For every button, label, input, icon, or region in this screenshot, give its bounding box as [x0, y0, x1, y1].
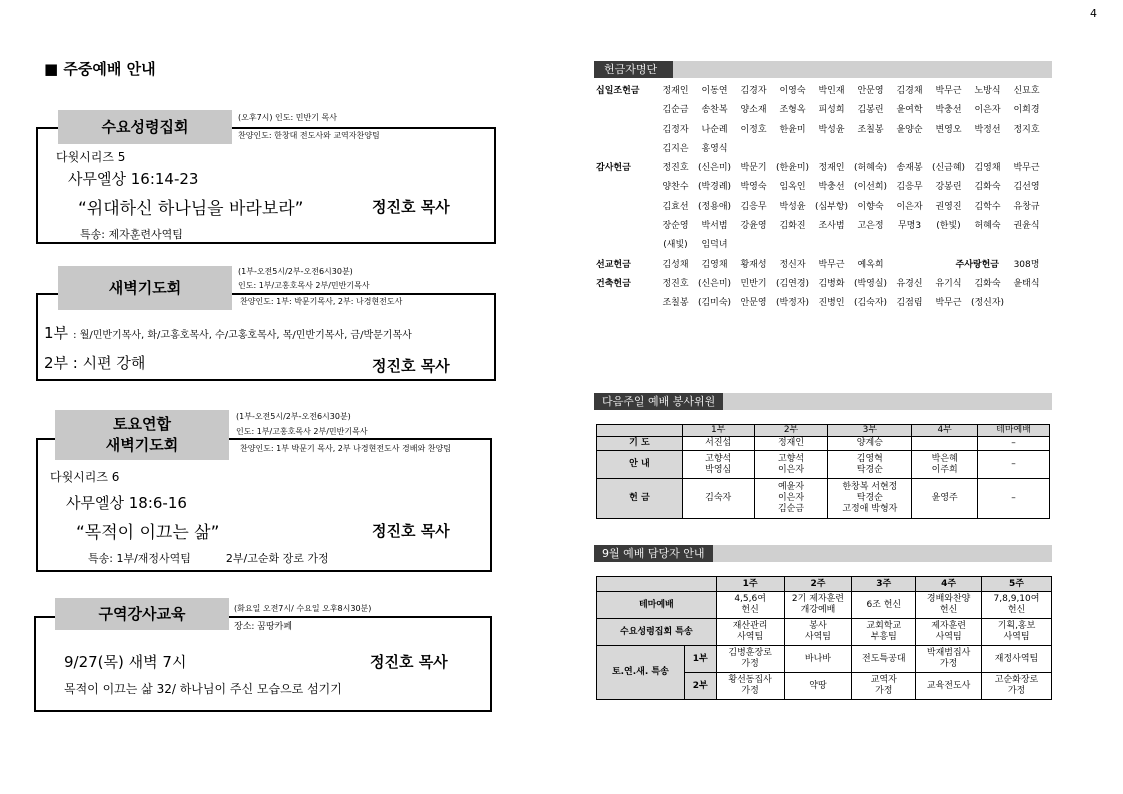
donor-name: 예옥희 [857, 259, 884, 270]
donor-name: 진병인 [818, 298, 845, 309]
donor-name: 노방식 [974, 86, 1001, 96]
wednesday-title: 수요성령집회 [58, 110, 232, 144]
table-cell: 경배와찬양 헌신 [916, 592, 982, 619]
next-week-header [594, 393, 1052, 410]
wednesday-praise-leader: 찬양인도: 한창대 전도사와 교역자찬양팀 [238, 131, 380, 140]
next-week-title: 다음주일 예배 봉사위원 [594, 393, 723, 410]
donor-name: 장순영 [662, 221, 689, 232]
table-cell: 박재범집사 가정 [916, 646, 982, 673]
donor-name: (김연경) [775, 278, 810, 289]
donor-name: 권영진 [935, 201, 962, 212]
row-label: 수요성령집회 특송 [597, 619, 717, 646]
saturday-series: 다윗시리즈 6 [50, 470, 120, 484]
donor-name: 박충선 [935, 105, 962, 116]
donor-name: 유기식 [935, 278, 962, 289]
donor-name: 박성윤 [818, 124, 845, 135]
donor-name: 박서범 [701, 221, 728, 232]
donor-name: (신은미) [697, 163, 732, 174]
donor-name: 홍영식 [701, 143, 728, 154]
row-label: 토.연.새. 특송 [597, 646, 685, 700]
donor-row [596, 275, 1046, 294]
donor-category [596, 178, 656, 197]
table-cell: 7,8,9,10여 헌신 [982, 592, 1052, 619]
donor-name: 무명3 [897, 221, 922, 232]
donor-name: 송재봉 [896, 163, 923, 174]
table-cell: – [978, 437, 1050, 451]
donor-name: 윤태식 [1013, 278, 1040, 289]
district-date: 9/27(목) 새벽 7시 [64, 653, 187, 671]
saturday-special: 특송: 1부/재정사역팀 2부/고순화 장로 가정 [88, 552, 329, 565]
page-number: 4 [1090, 7, 1097, 20]
donor-name: 김영채 [701, 259, 728, 270]
donor-name: 정진호 [662, 278, 689, 289]
wednesday-special: 특송: 제자훈련사역팀 [80, 228, 183, 241]
table-cell: 제자훈련 사역팀 [916, 619, 982, 646]
donor-name: (김미숙) [697, 298, 732, 309]
row-label: 헌 금 [597, 479, 683, 519]
column-header: 1부 [682, 425, 754, 437]
donor-name: 김영채 [974, 163, 1001, 174]
column-header: 2주 [784, 577, 852, 592]
district-place: 장소: 꿈땅카페 [234, 622, 293, 632]
table-cell: 전도특공대 [852, 646, 916, 673]
donor-category [596, 121, 656, 140]
donor-category: 십일조헌금 [596, 86, 640, 96]
table-cell: 바나바 [784, 646, 852, 673]
saturday-sermon-title: “목적이 이끄는 삶” [76, 523, 220, 543]
donor-name: 임덕녀 [701, 240, 728, 251]
donor-name: 조형옥 [779, 105, 806, 116]
column-header: 3부 [828, 425, 912, 437]
dawn-part2: 2부 : 시편 강해 [44, 354, 146, 372]
column-header: 4부 [912, 425, 978, 437]
wednesday-series: 다윗시리즈 5 [56, 150, 126, 164]
donor-row [596, 140, 1046, 159]
donor-name: 임옥인 [779, 182, 806, 193]
dawn-title: 새벽기도회 [58, 266, 232, 310]
donor-name: 황재성 [740, 259, 767, 270]
column-header: 테마예배 [978, 425, 1050, 437]
table-cell: 고향석 박영심 [682, 451, 754, 479]
donor-name: (심부항) [814, 201, 849, 212]
donor-category [596, 236, 656, 255]
table-cell: 양계승 [828, 437, 912, 451]
donor-name: 이희경 [1013, 105, 1040, 116]
donor-name: (박경례) [697, 182, 732, 193]
donor-name: 한윤미 [779, 124, 806, 135]
row-label: 테마예배 [597, 592, 717, 619]
district-pastor: 정진호 목사 [370, 653, 448, 671]
table-cell: 4,5,6여 헌신 [716, 592, 784, 619]
donor-name: (신금혜) [931, 163, 966, 174]
row-label: 기 도 [597, 437, 683, 451]
table-cell: 봉사 사역팀 [784, 619, 852, 646]
donor-name: 조사범 [818, 221, 845, 232]
table-cell: 정재인 [754, 437, 828, 451]
donor-name: 이영숙 [779, 86, 806, 96]
donor-category [596, 217, 656, 236]
donor-name: 박인재 [818, 86, 845, 96]
saturday-pastor: 정진호 목사 [372, 522, 450, 540]
donor-name: 박영숙 [740, 182, 767, 193]
column-header: 4주 [916, 577, 982, 592]
donor-name: 김경자 [740, 86, 767, 96]
donor-section-title: 헌금자명단 [594, 61, 673, 78]
donor-name: 김순금 [662, 105, 689, 116]
donor-name: 박문기 [740, 163, 767, 174]
donor-name: 이정호 [740, 124, 767, 135]
donor-extra-label: 주사랑헌금 [955, 259, 999, 270]
column-header [597, 425, 683, 437]
donor-name: 유경신 [896, 278, 923, 289]
donor-name: 박무근 [935, 86, 962, 96]
donor-name: 이은자 [896, 201, 923, 212]
donor-name: 조칠봉 [857, 124, 884, 135]
donor-name: 김학수 [974, 201, 1001, 212]
donor-name: 김응무 [740, 201, 767, 212]
donor-name: (새빛) [663, 240, 688, 251]
donor-name: 정재인 [662, 86, 689, 96]
donor-name: 안문영 [857, 86, 884, 96]
donor-row [596, 198, 1046, 217]
donor-category: 건축헌금 [596, 278, 631, 289]
donor-name: 김봉린 [857, 105, 884, 116]
donor-name: 김경채 [896, 86, 923, 96]
district-time: (화요일 오전7시/ 수요일 오후8시30분) [234, 604, 372, 613]
donor-name: 김화숙 [974, 278, 1001, 289]
table-cell: 김숙자 [682, 479, 754, 519]
donor-name: 박무근 [818, 259, 845, 270]
wednesday-pastor: 정진호 목사 [372, 198, 450, 216]
row-label: 안 내 [597, 451, 683, 479]
donor-name: 정지호 [1013, 124, 1040, 135]
donor-name: 이은자 [974, 105, 1001, 116]
donor-name: 유창규 [1013, 201, 1040, 212]
donor-name: 김병화 [818, 278, 845, 289]
donor-name: (한윤미) [775, 163, 810, 174]
donor-row [596, 82, 1046, 101]
donor-name: 이동연 [701, 86, 728, 96]
part-label: 2부 [684, 673, 716, 700]
donor-name: (박영실) [853, 278, 888, 289]
donor-name: 강윤영 [740, 221, 767, 232]
donor-name: (허혜숙) [853, 163, 888, 174]
donor-category [596, 140, 656, 159]
table-cell: 6조 헌신 [852, 592, 916, 619]
saturday-praise: 찬양인도: 1부 박문기 목사, 2부 나경현전도사 경배와 찬양팀 [240, 444, 451, 453]
september-header [594, 545, 1052, 562]
table-cell: – [978, 451, 1050, 479]
donor-category: 선교헌금 [596, 259, 631, 270]
column-header: 3주 [852, 577, 916, 592]
table-row [597, 577, 1052, 592]
donor-category [596, 198, 656, 217]
donor-name: 조칠봉 [662, 298, 689, 309]
donor-row [596, 294, 1046, 313]
donor-name: 박성윤 [779, 201, 806, 212]
saturday-title-line2: 새벽기도회 [105, 436, 179, 454]
next-week-table [596, 424, 1050, 519]
dawn-part1-label: 1부 [44, 324, 69, 342]
column-header: 2부 [754, 425, 828, 437]
donor-name: 정신자 [779, 259, 806, 270]
dawn-pastor: 정진호 목사 [372, 357, 450, 375]
donor-name: 나순례 [701, 124, 728, 135]
dawn-leaders: 인도: 1부/고홍호목사 2부/민반기목사 [238, 281, 370, 290]
donor-row [596, 256, 1046, 275]
donor-name: (정신자) [970, 298, 1005, 309]
donor-name: 양찬수 [662, 182, 689, 193]
donor-name: 민반기 [740, 278, 767, 289]
column-header [597, 577, 717, 592]
donor-category [596, 294, 656, 313]
table-cell: 황선동집사 가정 [716, 673, 784, 700]
donor-name: (정용애) [697, 201, 732, 212]
table-cell: 김영혁 탁경순 [828, 451, 912, 479]
donor-name: 정진호 [662, 163, 689, 174]
dawn-part1-text: : 월/민반기목사, 화/고홍호목사, 수/고홍호목사, 목/민반기목사, 금/박문기목사 [73, 330, 412, 341]
table-cell: 교역자 가정 [852, 673, 916, 700]
donor-extra-value: 308명 [1013, 259, 1040, 270]
wednesday-time-leader: (오후7시) 인도: 민반기 목사 [238, 113, 337, 122]
donor-row [596, 217, 1046, 236]
table-cell: 박은혜 이주희 [912, 451, 978, 479]
donor-row [596, 236, 1046, 255]
donor-name: 이향숙 [857, 201, 884, 212]
donor-name: (한빛) [936, 221, 961, 232]
donor-name: 강봉린 [935, 182, 962, 193]
donor-name: 김정자 [662, 124, 689, 135]
saturday-time: (1부-오전5시/2부-오전6시30분) [236, 412, 351, 421]
donor-row [596, 121, 1046, 140]
donor-row [596, 159, 1046, 178]
table-cell: 교회학교 부흥팀 [852, 619, 916, 646]
donor-name: 김화숙 [974, 182, 1001, 193]
table-cell: – [978, 479, 1050, 519]
table-cell: 윤영주 [912, 479, 978, 519]
part-label: 1부 [684, 646, 716, 673]
donor-name: (박정자) [775, 298, 810, 309]
donor-name: 고은정 [857, 221, 884, 232]
donor-name: 정재인 [818, 163, 845, 174]
donor-name: 김지은 [662, 143, 689, 154]
september-table [596, 576, 1052, 700]
table-cell: 한창복 서현정 탁경순 고정애 박형자 [828, 479, 912, 519]
column-header: 5주 [982, 577, 1052, 592]
dawn-praise: 찬양인도: 1부: 박문기목사, 2부: 나경현전도사 [240, 297, 403, 306]
table-cell: 김병훈장로 가정 [716, 646, 784, 673]
saturday-title [55, 410, 229, 460]
donor-row [596, 101, 1046, 120]
donor-name: 윤양순 [896, 124, 923, 135]
september-title: 9월 예배 담당자 안내 [594, 545, 713, 562]
donor-name: 김성채 [662, 259, 689, 270]
donor-name: 송찬복 [701, 105, 728, 116]
wednesday-passage: 사무엘상 16:14-23 [68, 170, 199, 188]
donor-name: (김숙자) [853, 298, 888, 309]
donor-name: 박무근 [1013, 163, 1040, 174]
donor-name: 김응무 [896, 182, 923, 193]
donor-section-header [594, 61, 1052, 78]
donor-name: 박충선 [818, 182, 845, 193]
donor-name: 허혜숙 [974, 221, 1001, 232]
table-cell: 예윤자 이은자 김순금 [754, 479, 828, 519]
table-cell: 서진섭 [682, 437, 754, 451]
donor-name: 신묘호 [1013, 86, 1040, 96]
table-cell: 재산관리 사역팀 [716, 619, 784, 646]
table-cell: 교육전도사 [916, 673, 982, 700]
dawn-part1 [44, 322, 412, 343]
donor-category [596, 101, 656, 120]
donor-name: 피성희 [818, 105, 845, 116]
column-header: 1주 [716, 577, 784, 592]
donor-name: 김효선 [662, 201, 689, 212]
dawn-time: (1부-오전5시/2부-오전6시30분) [238, 267, 353, 276]
saturday-leaders: 인도: 1부/고홍호목사 2부/민반기목사 [236, 427, 368, 436]
donor-category: 감사헌금 [596, 163, 631, 174]
donor-name: 변영오 [935, 124, 962, 135]
donor-name: 박무근 [935, 298, 962, 309]
donor-name: (신은미) [697, 278, 732, 289]
donor-name: 박정선 [974, 124, 1001, 135]
donor-name: 윤여학 [896, 105, 923, 116]
next-week-header-row [597, 425, 1050, 437]
table-row [597, 479, 1050, 519]
donor-name: 권윤식 [1013, 221, 1040, 232]
donor-name: 김화진 [779, 221, 806, 232]
saturday-passage: 사무엘상 18:6-16 [66, 494, 187, 512]
table-row [597, 451, 1050, 479]
table-row [597, 619, 1052, 646]
page-heading: ■ 주중예배 안내 [44, 60, 156, 78]
wednesday-sermon-title: “위대하신 하나님을 바라보라” [78, 199, 304, 219]
district-lesson: 목적이 이끄는 삶 32/ 하나님이 주신 모습으로 섬기기 [64, 682, 342, 696]
donor-name: 김선영 [1013, 182, 1040, 193]
table-row [597, 437, 1050, 451]
donor-name: 양소재 [740, 105, 767, 116]
donor-row [596, 178, 1046, 197]
donor-name: 안문영 [740, 298, 767, 309]
table-cell: 고순화장로 가정 [982, 673, 1052, 700]
table-cell [912, 437, 978, 451]
table-row [597, 592, 1052, 619]
table-cell: 2기 제자훈련 개강예배 [784, 592, 852, 619]
donor-name: (이선희) [853, 182, 888, 193]
table-cell: 고향석 이은자 [754, 451, 828, 479]
district-title: 구역강사교육 [55, 598, 229, 630]
table-row [597, 646, 1052, 673]
donor-name: 김점림 [896, 298, 923, 309]
saturday-title-line1: 토요연합 [113, 415, 171, 433]
table-cell: 약땅 [784, 673, 852, 700]
donor-list [596, 82, 1046, 314]
table-cell: 재정사역팀 [982, 646, 1052, 673]
table-cell: 기획,홍보 사역팀 [982, 619, 1052, 646]
